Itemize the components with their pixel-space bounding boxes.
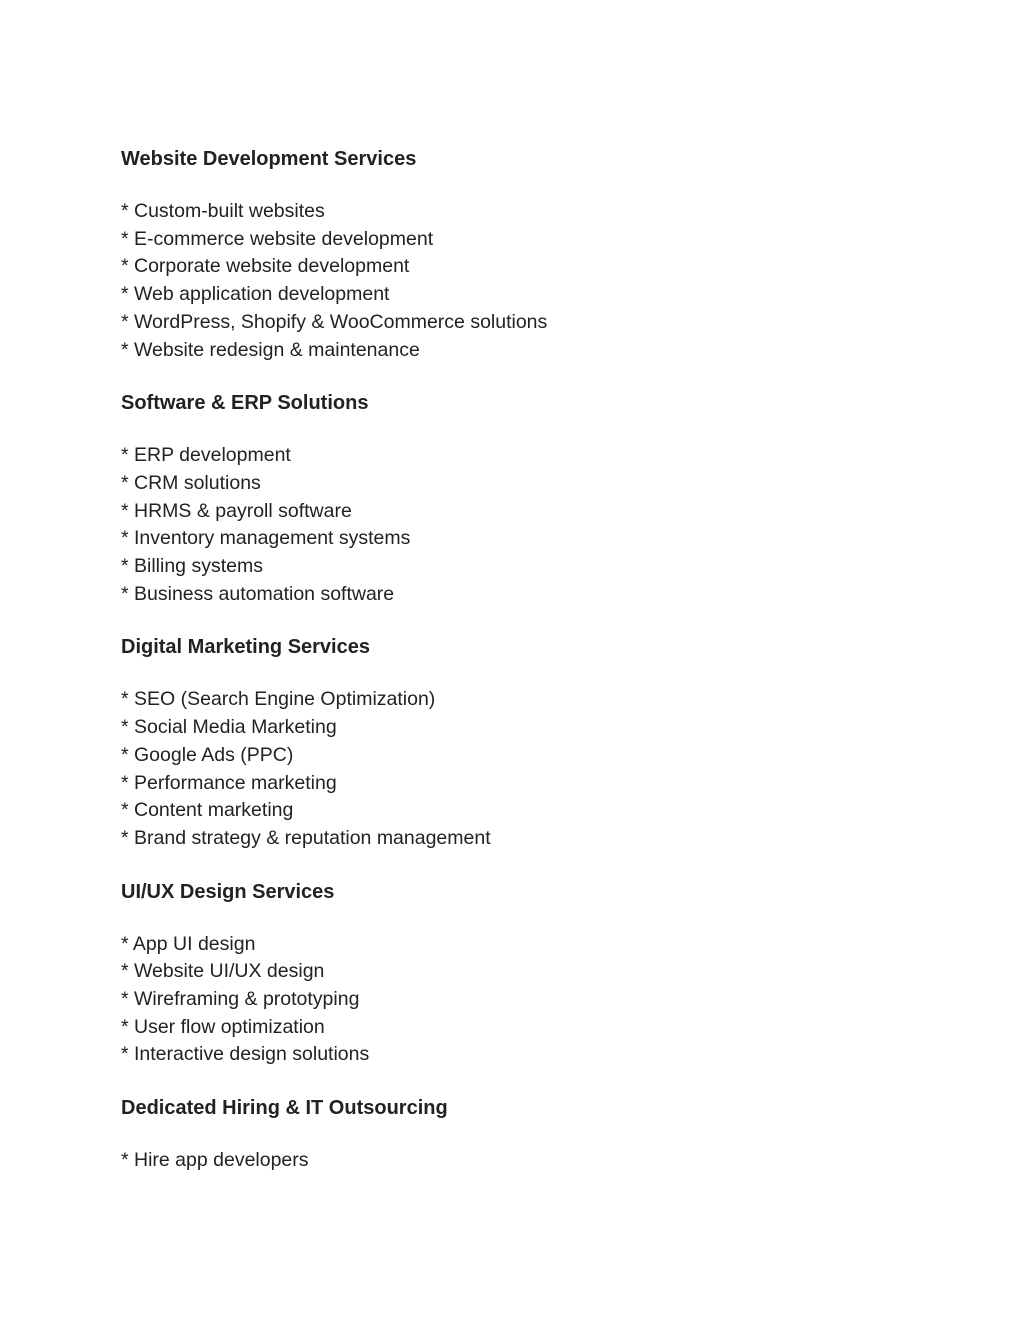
list-item: * Content marketing <box>121 799 294 822</box>
list-item: * App UI design <box>121 932 256 955</box>
section-heading: Dedicated Hiring & IT Outsourcing <box>121 1097 448 1120</box>
list-item: * Website UI/UX design <box>121 960 325 983</box>
list-item: * HRMS & payroll software <box>121 499 352 522</box>
section-digital-marketing <box>121 632 901 852</box>
list-item: * Inventory management systems <box>121 527 411 550</box>
section-heading: UI/UX Design Services <box>121 880 335 903</box>
list-item: * Corporate website development <box>121 255 410 278</box>
list-item: * WordPress, Shopify & WooCommerce solutions <box>121 310 548 333</box>
bullet-list <box>121 686 901 852</box>
list-item: * SEO (Search Engine Optimization) <box>121 688 436 711</box>
list-item: * Business automation software <box>121 582 395 605</box>
list-item: * Brand strategy & reputation management <box>121 826 491 849</box>
list-item: * Web application development <box>121 283 390 306</box>
list-item: * CRM solutions <box>121 471 261 494</box>
document-page <box>121 144 901 1199</box>
list-item: * Interactive design solutions <box>121 1043 370 1066</box>
list-item: * Performance marketing <box>121 771 337 794</box>
list-item: * Wireframing & prototyping <box>121 988 360 1011</box>
list-item: * Billing systems <box>121 555 263 578</box>
list-item: * Google Ads (PPC) <box>121 743 294 766</box>
list-item: * E-commerce website development <box>121 227 434 250</box>
bullet-list <box>121 442 901 608</box>
bullet-list <box>121 1147 901 1175</box>
section-software-erp <box>121 388 901 608</box>
section-website-development <box>121 144 901 364</box>
bullet-list <box>121 931 901 1070</box>
section-ui-ux-design <box>121 877 901 1070</box>
bullet-list <box>121 198 901 364</box>
list-item: * Custom-built websites <box>121 200 325 222</box>
section-heading: Digital Marketing Services <box>121 636 370 659</box>
list-item: * User flow optimization <box>121 1015 325 1038</box>
list-item: * Social Media Marketing <box>121 716 337 739</box>
list-item: * Hire app developers <box>121 1149 309 1172</box>
section-heading: Software & ERP Solutions <box>121 392 369 415</box>
list-item: * Website redesign & maintenance <box>121 338 420 361</box>
list-item: * ERP development <box>121 444 291 467</box>
section-heading: Website Development Services <box>121 148 417 170</box>
section-dedicated-hiring <box>121 1093 901 1175</box>
